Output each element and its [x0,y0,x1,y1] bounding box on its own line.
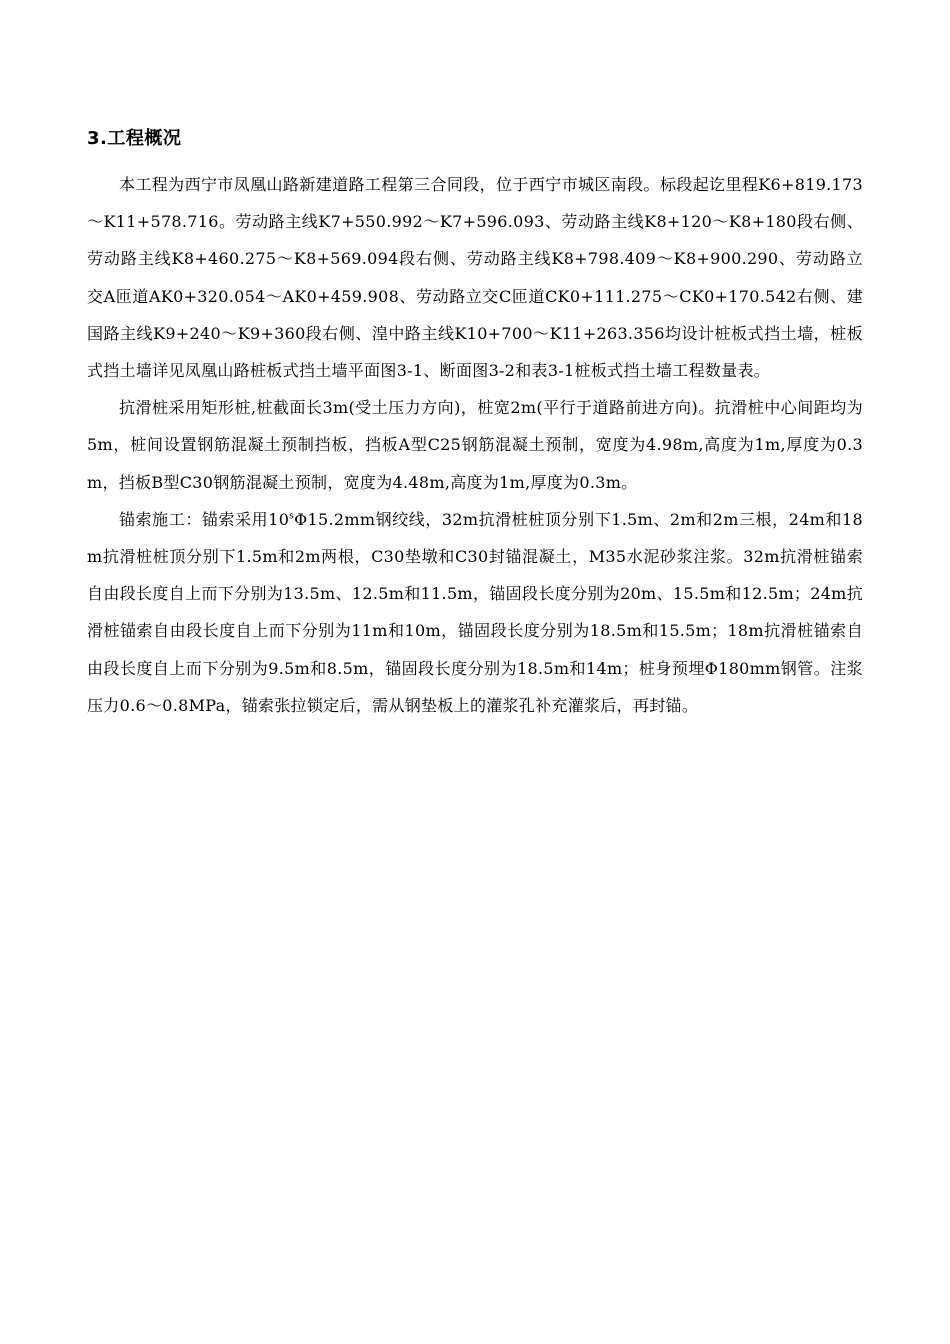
anchor-text-start: 锚索施工：锚索采用10 [119,509,290,529]
anchor-superscript: s [289,511,295,522]
section-title: 3.工程概况 [87,128,182,149]
anchor-cable-paragraph [87,501,863,724]
project-overview-paragraph: 本工程为西宁市凤凰山路新建道路工程第三合同段，位于西宁市城区南段。标段起讫里程K6+819.173～K11+578.716。劳动路主线K7+550.992～K7+596.093、劳动路主线K8+120～K8+180段右侧、劳动路主线K8+460.275～K8+569.094段右侧、劳动路主线K8+798.409～K8+900.290、劳动路立交A匝道AK0+320.054～AK0+459.908、劳动路立交C匝道CK0+111.275～CK0+170.542右侧、建国路主线K9+240～K9+360段右侧、湟中路主线K10+700～K11+263.356均设计桩板式挡土墙，桩板式挡土墙详见凤凰山路桩板式挡土墙平面图3-1、断面图3-2和表3-1桩板式挡土墙工程数量表。 [87,175,863,381]
anchor-text-rest: Φ15.2mm钢绞线，32m抗滑桩桩顶分别下1.5m、2m和2m三根，24m和18m抗滑桩桩顶分别下1.5m和2m两根，C30垫墩和C30封锚混凝土，M35水泥砂浆注浆。32m抗滑桩锚索自由段长度自上而下分别为13.5m、12.5m和11.5m，锚固段长度分别为20m、15.5m和12.5m；24m抗滑桩锚索自由段长度自上而下分别为11m和10m，锚固段长度分别为18.5m和15.5m；18m抗滑桩锚索自由段长度自上而下分别为9.5m和8.5m，锚固段长度分别为18.5m和14m；桩身预埋Φ180mm钢管。注浆压力0.6～0.8MPa，锚索张拉锁定后，需从钢垫板上的灌浆孔补充灌浆后，再封锚。 [87,509,863,715]
document-body [87,122,863,724]
anti-slide-pile-paragraph: 抗滑桩采用矩形桩,桩截面长3m(受土压力方向)，桩宽2m(平行于道路前进方向)。抗滑桩中心间距均为5m，桩间设置钢筋混凝土预制挡板，挡板A型C25钢筋混凝土预制，宽度为4.98m,高度为1m,厚度为0.3m，挡板B型C30钢筋混凝土预制，宽度为4.48m,高度为1m,厚度为0.3m。 [87,398,863,492]
